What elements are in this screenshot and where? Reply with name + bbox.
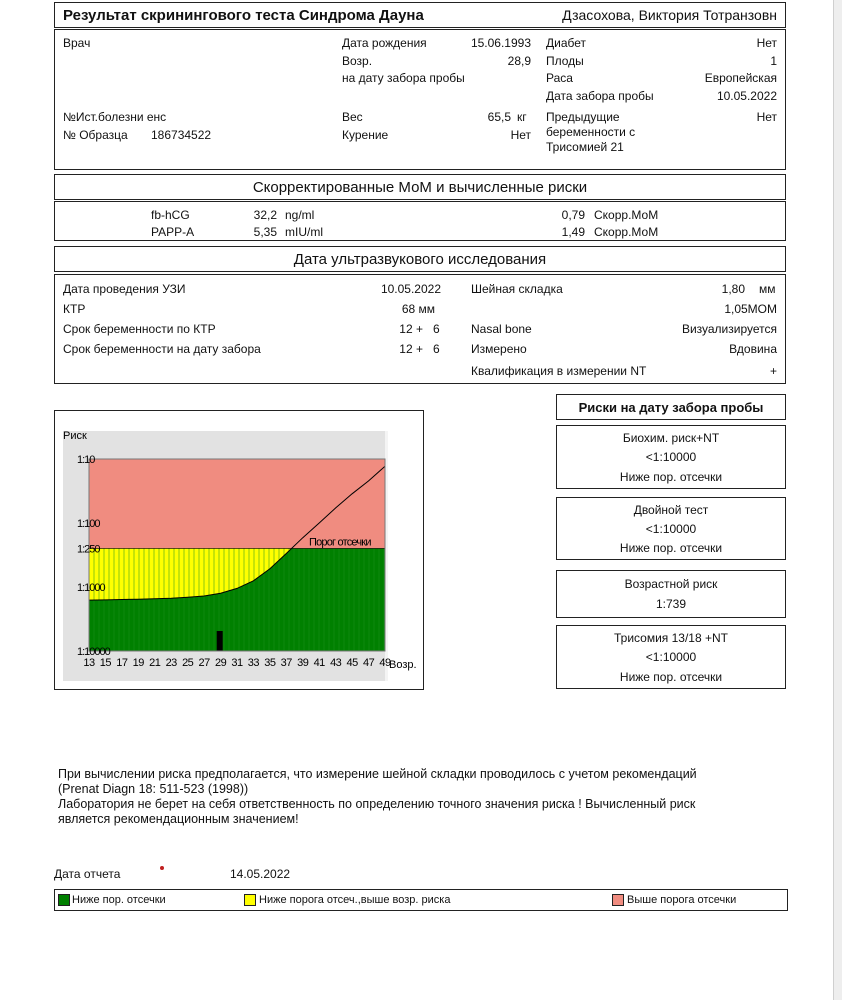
legend-label: Ниже порога отсеч.,выше возр. риска: [259, 894, 451, 906]
disclaimer-line: является рекомендационным значением!: [58, 812, 299, 826]
age-value: 28,9: [507, 54, 531, 68]
x-tick-label: 33: [247, 657, 260, 669]
legend-swatch-green: [58, 894, 70, 906]
sample-date-label: Дата забора пробы: [546, 89, 654, 103]
dob-value: 15.06.1993: [470, 36, 531, 50]
risk-value: <1:10000: [645, 450, 697, 464]
sample-date-value: 10.05.2022: [716, 89, 777, 103]
doctor-label: Врач: [63, 36, 91, 50]
x-tick-label: 41: [313, 657, 325, 669]
y-tick-label: 1:250: [77, 543, 100, 556]
x-tick-label: 43: [330, 657, 342, 669]
patient-info-panel: [54, 29, 786, 170]
us-panel: [54, 274, 786, 384]
x-tick-label: 23: [165, 657, 177, 669]
qual-value: +: [769, 364, 777, 378]
weight-label: Вес: [342, 110, 363, 124]
analyte-unit: ng/ml: [285, 208, 315, 222]
fetuses-value: 1: [770, 54, 777, 68]
x-tick-label: 47: [362, 657, 375, 669]
mom-section-header: [54, 174, 786, 200]
ga-sample-label: Срок беременности на дату забора: [63, 342, 261, 356]
measured-value: Вдовина: [729, 342, 777, 356]
y-tick-label: 1:1000: [77, 582, 105, 594]
prev-label-1: Предыдущие: [546, 110, 620, 124]
dob-label: Дата рождения: [342, 36, 427, 50]
chart-x-label: Возр.: [389, 659, 417, 671]
x-tick-label: 27: [198, 657, 210, 669]
legend-label: Ниже пор. отсечки: [72, 894, 166, 906]
nt-label: Шейная складка: [471, 282, 563, 296]
nt-value: 1,80: [721, 282, 745, 296]
analyte-mom-label: Скорр.МоМ: [594, 208, 659, 222]
analyte-mom: 0,79: [561, 208, 585, 222]
y-tick-label: 1:100: [77, 518, 100, 530]
risk-status: Ниже пор. отсечки: [619, 470, 723, 484]
risk-chart-panel: [54, 410, 424, 690]
analyte-value: 32,2: [253, 208, 277, 222]
history-label: №Ист.болезни енс: [63, 110, 167, 124]
analyte-value: 5,35: [253, 225, 277, 239]
risk-name: Двойной тест: [633, 503, 709, 517]
age-label: Возр.: [342, 54, 373, 68]
page-edge: [833, 0, 842, 1000]
risk-card: [556, 497, 786, 560]
nt-mom: 1,05МОМ: [724, 302, 777, 316]
legend-label: Выше порога отсечки: [627, 894, 737, 906]
ga-crl-days: 6: [433, 322, 440, 336]
risk-status: Ниже пор. отсечки: [619, 541, 723, 555]
diabetes-value: Нет: [756, 36, 777, 50]
nasal-label: Nasal bone: [471, 322, 532, 336]
x-tick-label: 17: [116, 657, 128, 669]
y-tick-label: 1:10: [77, 454, 95, 466]
smoking-value: Нет: [510, 128, 531, 142]
ga-crl-weeks: 12 +: [399, 322, 423, 336]
patient-risk-marker: [217, 631, 223, 651]
x-tick-label: 21: [149, 657, 161, 669]
patient-name: Дзасохова, Виктория Тотранзовн: [562, 7, 777, 23]
risk-value: <1:10000: [645, 522, 697, 536]
risk-card: [556, 425, 786, 489]
prev-label-2: беременности с: [546, 125, 636, 139]
prev-value: Нет: [756, 110, 777, 124]
risk-chart: [55, 411, 423, 689]
x-tick-label: 25: [182, 657, 194, 669]
crl-label: КТР: [63, 302, 86, 316]
report-date-label: Дата отчета: [54, 867, 121, 881]
risk-name: Трисомия 13/18 +NT: [614, 631, 728, 645]
x-tick-label: 15: [99, 657, 112, 669]
risk-value: <1:10000: [645, 650, 697, 664]
smoking-label: Курение: [342, 128, 389, 142]
risk-name: Биохим. риск+NT: [622, 431, 720, 445]
risk-status: Ниже пор. отсечки: [619, 670, 723, 684]
disclaimer-line: (Prenat Diagn 18: 511-523 (1998)): [58, 782, 249, 796]
x-tick-label: 35: [264, 657, 276, 669]
analyte-mom: 1,49: [561, 225, 585, 239]
risks-title: Риски на дату забора пробы: [578, 400, 764, 415]
x-tick-label: 29: [214, 657, 227, 669]
y-tick-label: 1:10000: [77, 646, 110, 658]
us-section-header: [54, 246, 786, 272]
legend-bar: [54, 889, 788, 911]
x-tick-label: 13: [83, 657, 95, 669]
risk-value: 1:739: [655, 597, 687, 611]
x-tick-label: 37: [280, 657, 292, 669]
diabetes-label: Диабет: [546, 36, 587, 50]
legend-swatch-red: [612, 894, 624, 906]
chart-y-label: Риск: [63, 430, 87, 442]
report-date-dot: [160, 866, 164, 870]
x-tick-label: 45: [346, 657, 358, 669]
fetuses-label: Плоды: [546, 54, 584, 68]
sample-label: № Образца: [63, 128, 128, 142]
analyte-unit: mIU/ml: [285, 225, 323, 239]
us-date-value: 10.05.2022: [380, 282, 441, 296]
analyte-mom-label: Скорр.МоМ: [594, 225, 659, 239]
race-value: Европейская: [704, 71, 777, 85]
disclaimer-line: При вычислении риска предполагается, что измерение шейной складки проводилось с учетом рекомендаций: [58, 767, 697, 781]
race-label: Раса: [546, 71, 573, 85]
qual-label: Квалификация в измерении NT: [471, 364, 647, 378]
report-header: [54, 2, 786, 28]
ga-sample-days: 6: [433, 342, 440, 356]
x-tick-label: 39: [297, 657, 309, 669]
weight-unit: кг: [517, 110, 527, 124]
report-title: Результат скринингового теста Синдрома Дауна: [63, 7, 424, 24]
x-tick-label: 19: [132, 657, 144, 669]
ga-sample-weeks: 12 +: [399, 342, 423, 356]
analyte-name: PAPP-A: [151, 225, 195, 239]
x-tick-label: 49: [379, 657, 391, 669]
risks-title-box: [556, 394, 786, 420]
measured-label: Измерено: [471, 342, 527, 356]
legend-swatch-yellow: [244, 894, 256, 906]
risk-card: [556, 625, 786, 689]
nt-unit: мм: [759, 282, 776, 296]
age-label-2: на дату забора пробы: [342, 71, 465, 85]
sample-value: 186734522: [151, 128, 212, 142]
us-section-title: Дата ультразвукового исследования: [293, 251, 547, 268]
prev-label-3: Трисомией 21: [546, 140, 624, 154]
x-tick-label: 31: [231, 657, 243, 669]
crl-value: 68 мм: [401, 302, 435, 316]
us-date-label: Дата проведения УЗИ: [63, 282, 186, 296]
weight-value: 65,5: [487, 110, 511, 124]
analyte-name: fb-hCG: [151, 208, 190, 222]
risk-name: Возрастной риск: [624, 577, 718, 591]
cutoff-label: Порог отсечки: [309, 536, 371, 549]
disclaimer: [58, 767, 798, 827]
mom-section-title: Скорректированные МоМ и вычисленные риски: [252, 179, 588, 196]
mom-table: [54, 201, 786, 241]
report-date-value: 14.05.2022: [230, 867, 291, 881]
risk-card: [556, 570, 786, 618]
ga-crl-label: Срок беременности по КТР: [63, 322, 216, 336]
disclaimer-line: Лаборатория не берет на себя ответственность по определению точного значения риска ! Вычисленный риск: [58, 797, 696, 811]
nasal-value: Визуализируется: [681, 322, 777, 336]
